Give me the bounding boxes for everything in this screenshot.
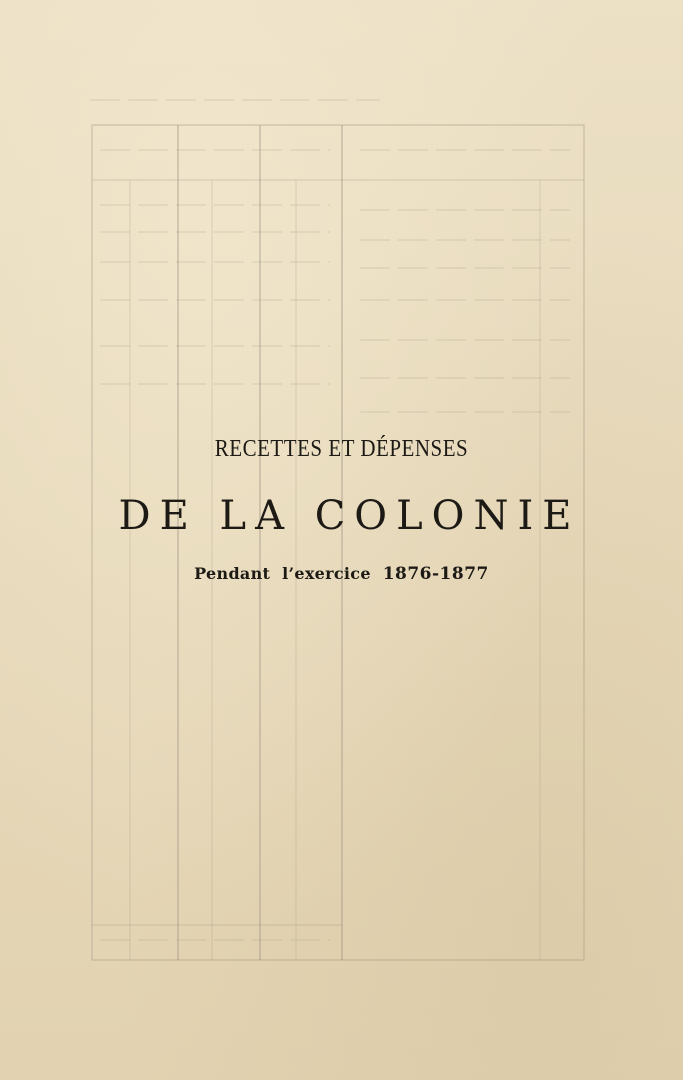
subheading-year: 1876-1877 (382, 564, 489, 584)
heading-recettes-depenses: RECETTES ET DÉPENSES (214, 434, 469, 462)
heading-de-la-colonie: DE LA COLONIE (118, 493, 581, 539)
subheading-exercice (0, 564, 683, 584)
subheading-prefix: Pendant l’exercice (194, 564, 371, 583)
